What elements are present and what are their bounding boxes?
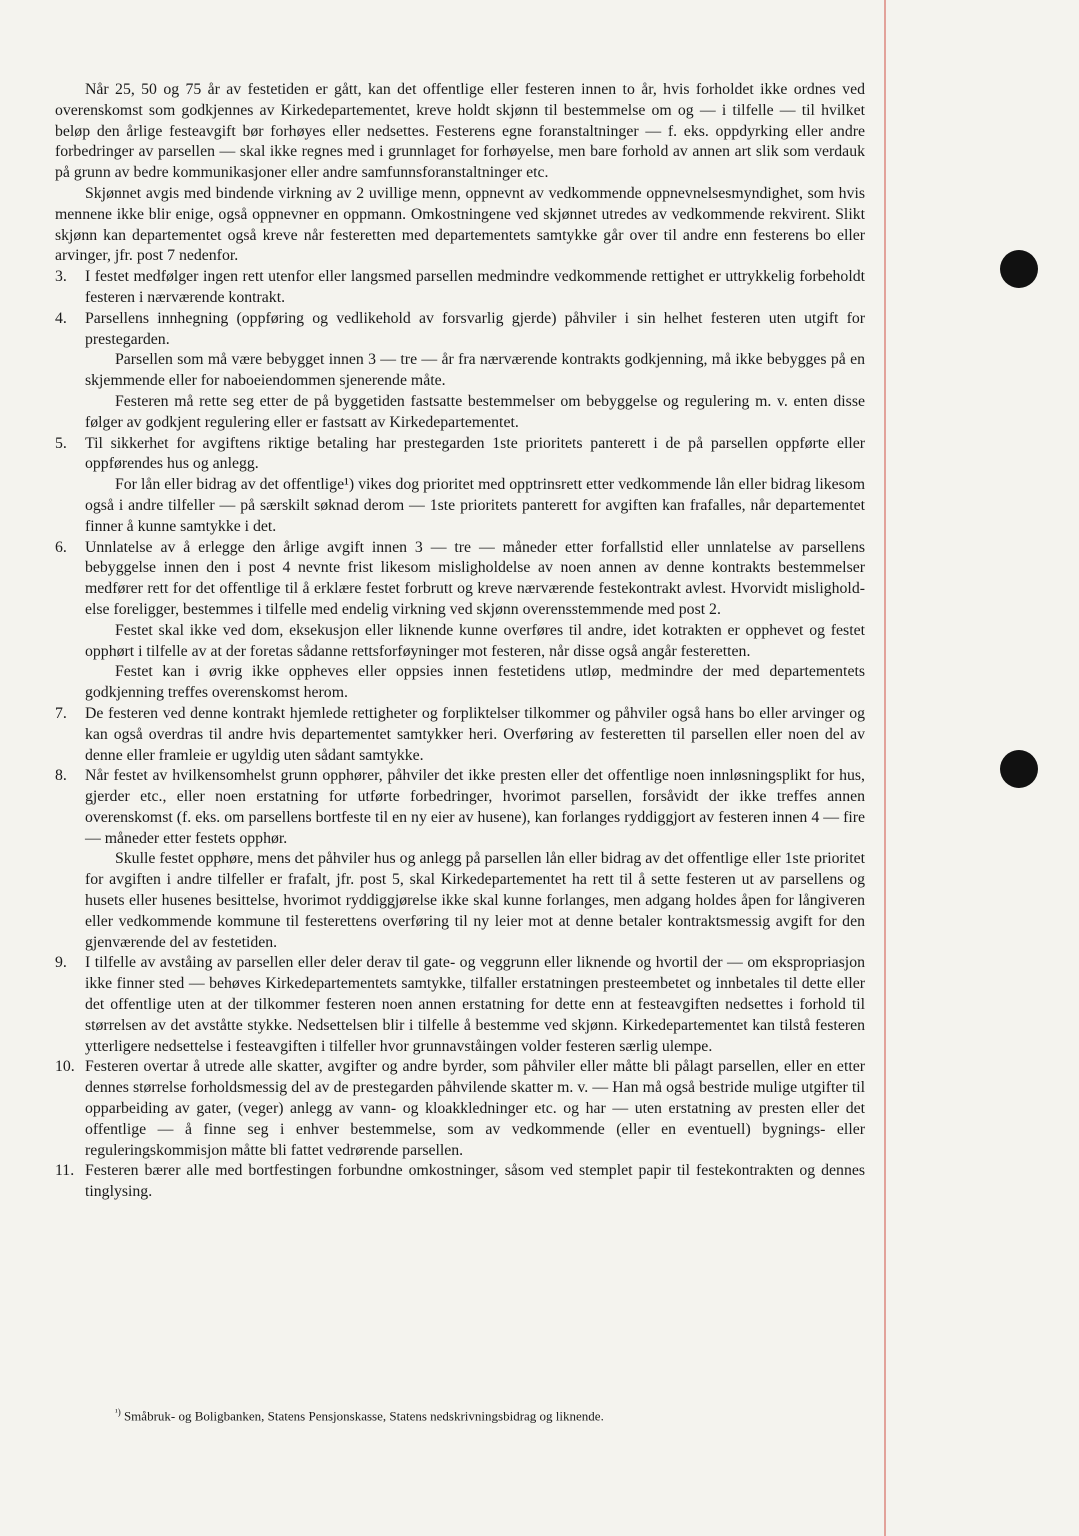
margin-rule (884, 0, 886, 1536)
clause-number: 4. (55, 309, 67, 327)
clause-text: Parsellen som må være bebygget innen 3 — tre — år fra nærværende kontrakts godkjenning, må ikke bebygges på en skjemmende eller for naboeiendommen sjenerende måte. (85, 351, 865, 390)
clause-text: Parsellens innhegning (oppføring og vedlikehold av forsvarlig gjerde) påhviler i sin helhet festeren uten utgift for prestegarden. (85, 309, 865, 348)
clause-10 (55, 1057, 865, 1161)
clause-number: 10. (55, 1058, 75, 1076)
clause-text: Unnlatelse av å erlegge den årlige avgift innen 3 — tre — måneder etter forfallstid eller unnlatelse av parsellens bebyggelse innen den i post 4 nevnte frist likesom misligholdelse av noen annen av denne kontrakts bestemmelser medfører rett for det offentlige til å erklære festet forbrutt og kreve nærværende festekontrakt avlest. Hvorvidt misligholdelse foreligger, bestemmes i tilfelle med endelig virkning ved skjønn overensstemmende med post 2. (85, 538, 865, 618)
clause-number: 3. (55, 268, 67, 286)
intro-paragraph: Skjønnet avgis med bindende virkning av 2 uvillige menn, oppnevnt av vedkommende oppnevnelsesmyndighet, som hvis mennene ikke blir enige, også oppnevner en oppmann. Omkostningene ved skjønnet utredes av vedkommende rekvirent. Slikt skjønn kan departementet også kreve når festeretten med departementets samtykke går over til andre enn festerens bo eller arvinger, jfr. post 7 nedenfor. (55, 184, 865, 265)
clause-text: Festet skal ikke ved dom, eksekusjon eller liknende kunne overføres til andre, idet kotrakten er opphevet og festet opphørt i tilfelle av at der foretas sådanne rettsforføyninger mot festeren, når disse også angår festeretten. (85, 621, 865, 660)
clause-8 (55, 766, 865, 953)
clause-text: For lån eller bidrag av det offentlige¹) vikes dog prioritet med opptrinsrett etter vedkommende lån eller bidrag likesom også i andre tilfeller — på særskilt søknad derom — 1ste prioritets panterett for avgiften kan frafalles, når departementet finner å kunne samtykke i det. (85, 476, 865, 535)
intro-paragraph: Når 25, 50 og 75 år av festetiden er gått, kan det offentlige eller festeren innen to år, hvis forholdet ikke ordnes ved overenskomst som godkjennes av Kirkedepartementet, kreve holdt skjønn til bestemmelse om og — i tilfelle — til hvilket beløp den årlige festeavgift bør forhøyes eller nedsettes. Festerens egne foranstaltninger — f. eks. oppdyrking eller andre forbedringer av parsellen — skal ikke regnes med i grunnlaget for forhøyelse, men bare forhold av annen art slik som verdauk på grunn av bedre kommunikasjoner eller andre samfunnsforanstaltninger etc. (55, 81, 865, 182)
clause-3 (55, 267, 865, 309)
clause-number: 9. (55, 954, 67, 972)
clause-text: Når festet av hvilkensomhelst grunn opphører, påhviler det ikke presten eller det offentlige noen innløsningsplikt for hus, gjerder etc., eller noen erstatning for utførte forbedringer, hvorimot parsellen, forsåvidt der ikke treffes annen overenskomst (f. eks. om parsellens bortfeste til en ny eier av husene), kan forlanges ryddiggjort av festeren innen 4 — fire — måneder etter festets opphør. (85, 767, 865, 847)
clause-9 (55, 953, 865, 1057)
clause-text: Skulle festet opphøre, mens det påhviler hus og anlegg på parsellen lån eller bidrag av det offentlige eller 1ste prioritet for avgiften i andre tilfeller er frafalt, jfr. post 5, skal Kirkedepartementet ha rett til å sette festeren ut av parsellens og husets eller husenes besittelse, hvorimot ryddiggjørelse ikke skal kunne forlanges, men adgang holdes åpen for långiveren eller vedkommende kommune til festerettens overføring til ny leier mot at denne betaler kontraktsmessig avgift for den gjenværende del av festetiden. (85, 850, 865, 951)
contract-body (55, 80, 865, 1203)
clause-number: 6. (55, 538, 67, 556)
clause-11 (55, 1161, 865, 1203)
clause-number: 8. (55, 767, 67, 785)
clause-number: 11. (55, 1162, 75, 1180)
clause-text: Festeren bærer alle med bortfestingen forbundne omkostninger, såsom ved stemplet papir til festekontrakten og dennes tinglysing. (85, 1162, 865, 1201)
footnote (115, 1407, 875, 1424)
punch-hole (1000, 750, 1038, 788)
clause-text: Til sikkerhet for avgiftens riktige betaling har prestegarden 1ste prioritets panterett i de på parsellen oppførte eller oppførendes hus og anlegg. (85, 434, 865, 473)
footnote-mark: ¹) (115, 1407, 121, 1417)
clause-number: 7. (55, 704, 67, 722)
clause-text: De festeren ved denne kontrakt hjemlede rettigheter og forpliktelser tilkommer og påhviler også hans bo eller arvinger og kan også overdras til andre hvis departementet samtykker heri. Overføring av festeretten til parsellen eller noen del av denne eller framleie er ugyldig uten sådant samtykke. (85, 704, 865, 764)
clause-text: Festeren må rette seg etter de på byggetiden fastsatte bestemmelser om bebyggelse og regulering m. v. enten disse følger av godkjent regulering eller er fastsatt av Kirkedepartementet. (85, 392, 865, 431)
clause-text: Festeren overtar å utrede alle skatter, avgifter og andre byrder, som påhviler eller måtte bli pålagt parsellen, eller en etter dennes størrelse forholdsmessig del av de prestegarden påhvilende skatter m. v. — Han må også bestride mulige utgifter til opparbeiding av gater, (veger) anlegg av vann- og kloakkledninger etc. og har — uten erstatning av presten eller det offentlige — å finne seg i enhver bestemmelse, som av vedkommende (eller en eventuell) bygnings- eller reguleringskommisjon måtte bli fattet vedrørende parsellen. (85, 1058, 865, 1159)
clause-text: I festet medfølger ingen rett utenfor eller langsmed parsellen medmindre vedkommende rettighet er uttrykkelig forbeholdt festeren i nærværende kontrakt. (85, 268, 865, 306)
footnote-text: Småbruk- og Boligbanken, Statens Pensjonskasse, Statens nedskrivningsbidrag og liknende. (123, 1408, 604, 1424)
clause-7 (55, 704, 865, 766)
clause-text: I tilfelle av avståing av parsellen eller deler derav til gate- og veggrunn eller liknende og hvortil der — om ekspropriasjon ikke finner sted — behøves Kirkedepartementets samtykke, tilfaller erstatningen presteembetet og innbetales til dette eller det offentlige uten at der tilkommer festeren noen annen erstatning for dette enn at festeavgiften nedsettes i forhold til størrelsen av det avståtte stykke. Nedsettelsen blir i tilfelle å bestemme ved skjønn. Kirkedepartementet kan tilstå festeren ytterligere nedsettelse i festeavgiften i tilfeller hvor grunnavståingen volder festeren særlig ulempe. (85, 954, 865, 1055)
clause-5 (55, 434, 865, 538)
clause-4 (55, 309, 865, 434)
punch-hole (1000, 250, 1038, 288)
clause-6 (55, 538, 865, 704)
clause-text: Festet kan i øvrig ikke oppheves eller oppsies innen festetidens utløp, medmindre der med departementets godkjenning treffes overenskomst herom. (85, 663, 865, 702)
clause-number: 5. (55, 434, 67, 452)
